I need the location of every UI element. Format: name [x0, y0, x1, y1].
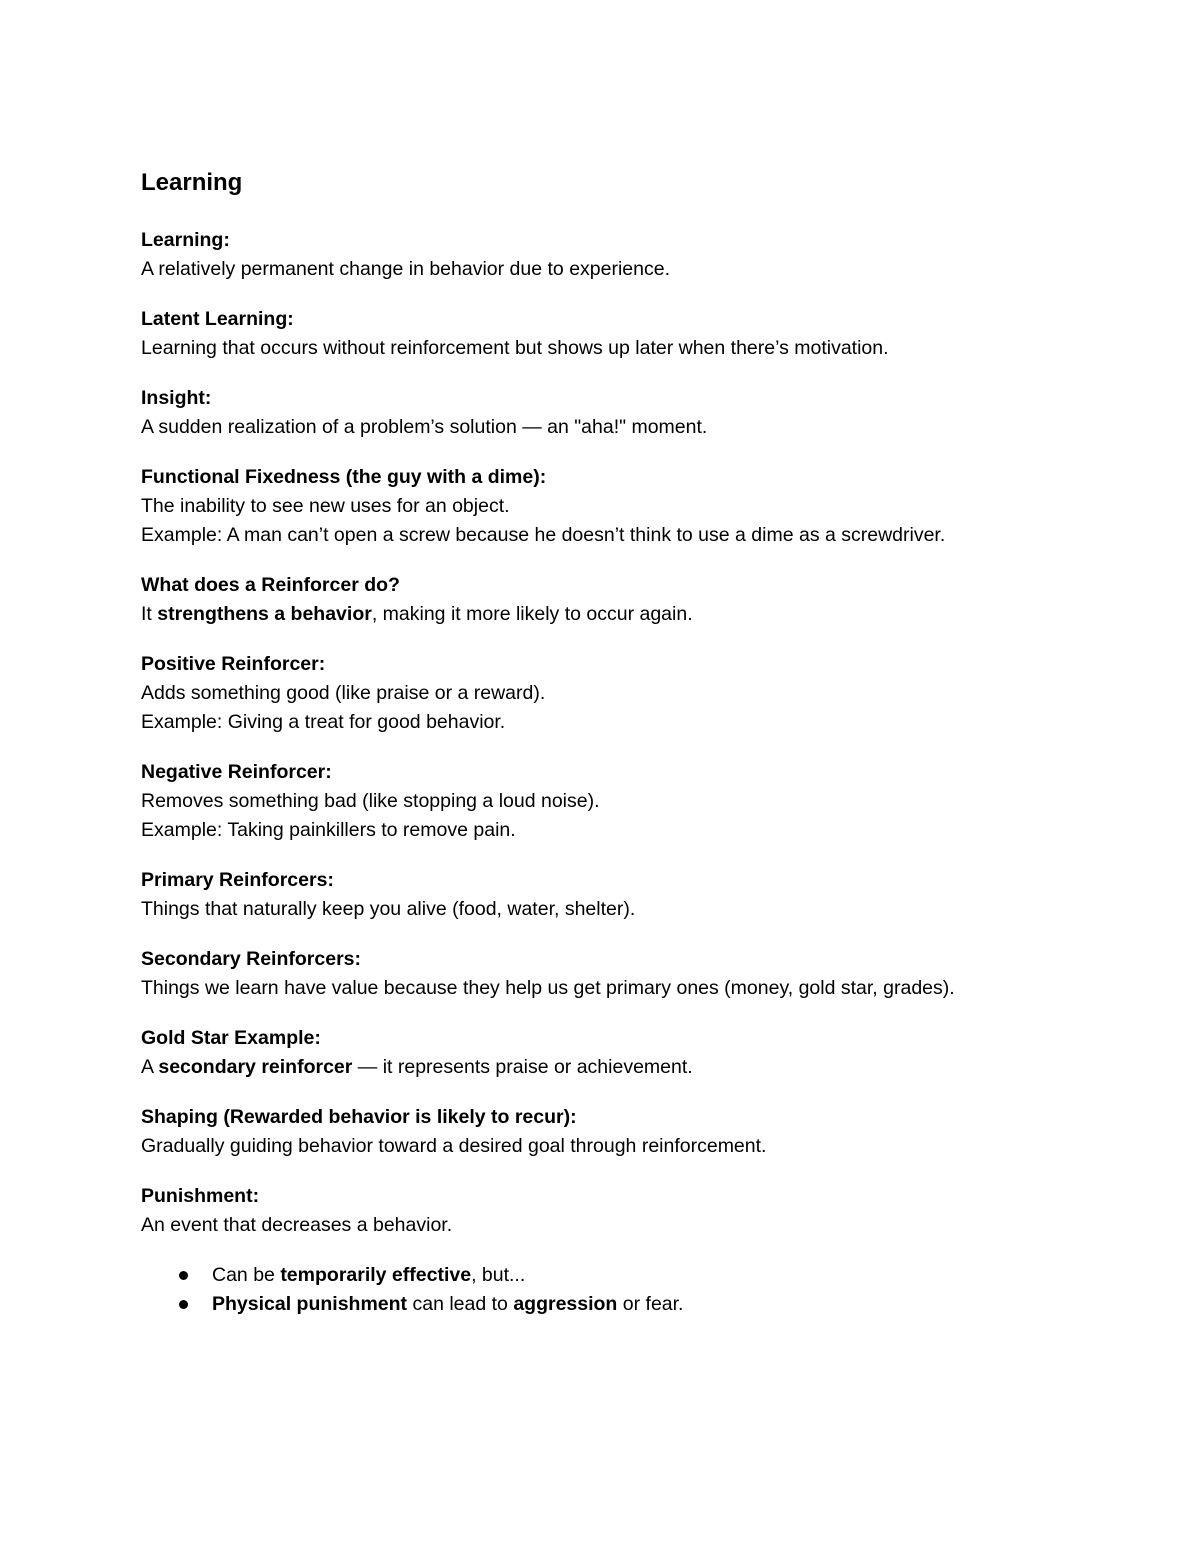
definition-line [141, 255, 1101, 284]
section-term: Punishment: [141, 1185, 260, 1207]
section [141, 571, 1101, 629]
section [141, 1103, 1101, 1161]
text-run: Example: A man can’t open a screw because he doesn’t think to use a dime as a screwdriver. [141, 524, 946, 546]
section-term: Shaping (Rewarded behavior is likely to recur): [141, 1106, 577, 1128]
sections-container [141, 226, 1101, 1319]
document-title: Learning [141, 169, 243, 196]
definition-line [141, 1132, 1101, 1161]
text-run: Example: Taking painkillers to remove pain. [141, 819, 516, 841]
text-run: A relatively permanent change in behavior due to experience. [141, 258, 671, 280]
section [141, 1182, 1101, 1319]
section-term: Insight: [141, 387, 212, 409]
bullet-list [141, 1261, 1101, 1319]
text-run: , but... [471, 1264, 526, 1286]
definition-line [141, 679, 1101, 708]
section-term: Negative Reinforcer: [141, 761, 332, 783]
bullet-item [141, 1290, 1101, 1319]
text-run: Removes something bad (like stopping a loud noise). [141, 790, 600, 812]
text-run: Adds something good (like praise or a reward). [141, 682, 546, 704]
text-run: Things we learn have value because they help us get primary ones (money, gold star, grades). [141, 977, 955, 999]
text-run: A sudden realization of a problem’s solution — an "aha!" moment. [141, 416, 708, 438]
bold-phrase: secondary reinforcer [158, 1056, 353, 1078]
text-run: Things that naturally keep you alive (food, water, shelter). [141, 898, 636, 920]
text-run: , making it more likely to occur again. [371, 603, 693, 625]
section [141, 226, 1101, 284]
text-run: An event that decreases a behavior. [141, 1214, 453, 1236]
text-run: A [141, 1056, 159, 1078]
definition-line [141, 816, 1101, 845]
definition-line [141, 895, 1101, 924]
section-term: Gold Star Example: [141, 1027, 321, 1049]
section-term: Primary Reinforcers: [141, 869, 334, 891]
section-term: Secondary Reinforcers: [141, 948, 361, 970]
section-term: Latent Learning: [141, 308, 294, 330]
definition-line [141, 787, 1101, 816]
definition-line [141, 974, 1101, 1003]
definition-line [141, 413, 1101, 442]
text-run: It [141, 603, 158, 625]
document-body [141, 168, 1101, 1340]
bullet-icon [179, 1271, 188, 1280]
bullet-item [141, 1261, 1101, 1290]
definition-line [141, 521, 1101, 550]
section [141, 1024, 1101, 1082]
section [141, 384, 1101, 442]
section [141, 463, 1101, 550]
definition-line [141, 708, 1101, 737]
text-run: Learning that occurs without reinforcement but shows up later when there’s motivation. [141, 337, 889, 359]
section-term: What does a Reinforcer do? [141, 574, 400, 596]
bold-phrase: temporarily effective [280, 1264, 472, 1286]
definition-line [141, 1211, 1101, 1240]
text-run: The inability to see new uses for an object. [141, 495, 510, 517]
section-term: Learning: [141, 229, 230, 251]
bullet-icon [179, 1300, 188, 1309]
definition-line [141, 1053, 1101, 1082]
bold-phrase: Physical punishment [212, 1293, 408, 1315]
section-term: Positive Reinforcer: [141, 653, 326, 675]
section-term: Functional Fixedness (the guy with a dime): [141, 466, 547, 488]
definition-line [141, 600, 1101, 629]
text-run: Can be [212, 1264, 281, 1286]
definition-line [141, 492, 1101, 521]
section [141, 650, 1101, 737]
definition-line [141, 334, 1101, 363]
text-run: Example: Giving a treat for good behavior. [141, 711, 506, 733]
section [141, 305, 1101, 363]
bold-phrase: aggression [513, 1293, 618, 1315]
bold-phrase: strengthens a behavior [157, 603, 372, 625]
text-run: or fear. [617, 1293, 684, 1315]
section [141, 866, 1101, 924]
text-run: can lead to [407, 1293, 514, 1315]
text-run: — it represents praise or achievement. [352, 1056, 693, 1078]
section [141, 945, 1101, 1003]
text-run: Gradually guiding behavior toward a desired goal through reinforcement. [141, 1135, 767, 1157]
section [141, 758, 1101, 845]
